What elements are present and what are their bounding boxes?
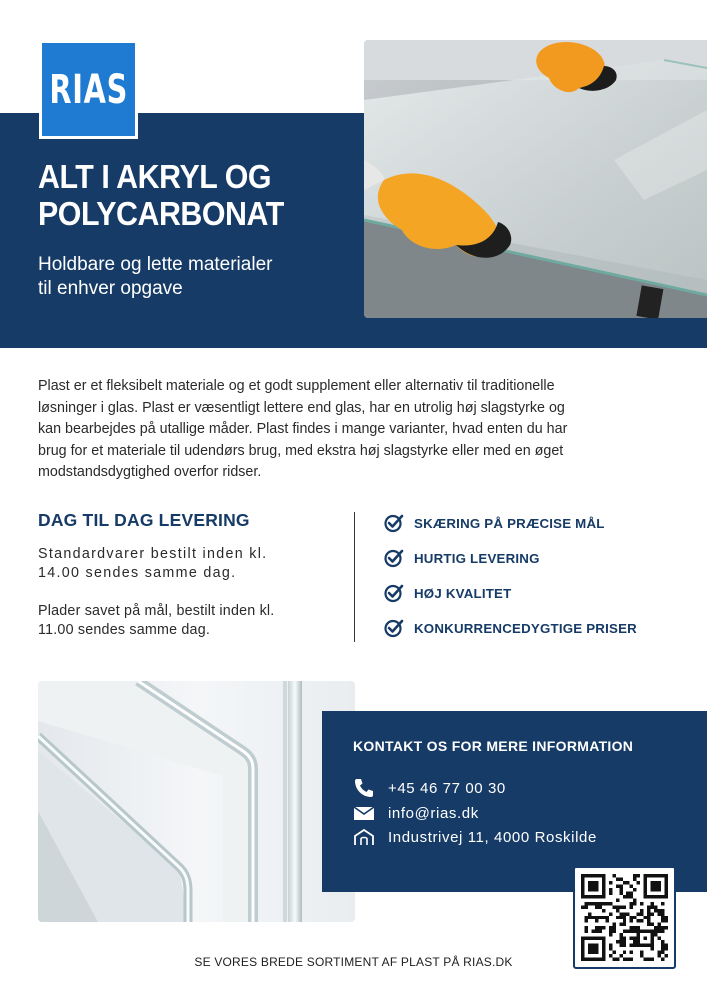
hero-photo-gloved-hands-glass: [364, 40, 707, 318]
building-icon: [353, 827, 375, 847]
footer-cta[interactable]: SE VORES BREDE SORTIMENT AF PLAST PÅ RIAS.DK: [194, 955, 513, 969]
delivery-paragraph-cut: [38, 602, 338, 640]
contact-heading: KONTAKT OS FOR MERE INFORMATION: [353, 738, 634, 754]
check-circle-icon: [384, 618, 404, 638]
intro-line: Plast er et fleksibelt materiale og et godt supplement eller alternativ til traditionelle: [38, 378, 555, 394]
contact-address[interactable]: [353, 826, 597, 848]
qr-code[interactable]: [573, 866, 676, 969]
benefit-label: HØJ KVALITET: [414, 585, 512, 601]
contact-email[interactable]: [353, 802, 479, 824]
hero-title-line2: POLYCARBONAT: [38, 195, 284, 232]
benefit-item-quality: [384, 582, 511, 604]
hero-subtitle-line1: Holdbare og lette materialer: [38, 254, 273, 275]
benefit-label: SKÆRING PÅ PRÆCISE MÅL: [414, 515, 605, 531]
logo-text: RIAS: [49, 66, 128, 113]
intro-line: brug for et materiale til udendørs brug, med ekstra høj slagstyrke eller med en øget: [38, 442, 564, 459]
check-circle-icon: [384, 513, 404, 533]
hero-title-line1: ALT I AKRYL OG: [38, 158, 272, 195]
benefit-label: HURTIG LEVERING: [414, 550, 540, 566]
check-circle-icon: [384, 548, 404, 568]
email-icon: [353, 803, 375, 823]
vertical-divider: [354, 512, 355, 642]
intro-paragraph: [38, 376, 638, 484]
benefit-item-prices: [384, 617, 637, 639]
benefit-item-fast-delivery: [384, 547, 540, 569]
contact-box: [322, 711, 707, 892]
hero-title: [38, 158, 358, 232]
intro-line: kan bearbejdes på utallige måder. Plast findes i mange varianter, hvad enten du har: [38, 421, 568, 437]
benefit-item-cutting: [384, 512, 605, 534]
contact-address-text: Industrivej 11, 4000 Roskilde: [388, 828, 597, 846]
intro-line: modstandsdygtighed overfor ridser.: [38, 464, 262, 480]
qr-code-graphic: [581, 874, 668, 961]
benefit-label: KONKURRENCEDYGTIGE PRISER: [414, 620, 637, 636]
check-circle-icon: [384, 583, 404, 603]
acrylic-sheets-photo: [38, 681, 355, 922]
contact-phone-text: +45 46 77 00 30: [388, 779, 506, 797]
delivery-line: Standardvarer bestilt inden kl.: [38, 546, 268, 562]
intro-line: løsninger i glas. Plast er væsentligt lettere end glas, har en utrolig høj slagstyrke og: [38, 399, 565, 416]
hero-subtitle-line2: til enhver opgave: [38, 278, 183, 299]
rias-logo[interactable]: [39, 40, 138, 139]
delivery-heading: DAG TIL DAG LEVERING: [38, 510, 250, 530]
delivery-line: Plader savet på mål, bestilt inden kl.: [38, 603, 275, 619]
contact-email-text: info@rias.dk: [388, 804, 479, 822]
delivery-line: 14.00 sendes samme dag.: [38, 565, 237, 581]
delivery-line: 11.00 sendes samme dag.: [38, 622, 211, 638]
phone-icon: [353, 778, 375, 798]
hero-subtitle: [38, 253, 358, 301]
delivery-paragraph-standard: [38, 545, 338, 583]
contact-phone[interactable]: [353, 777, 506, 799]
